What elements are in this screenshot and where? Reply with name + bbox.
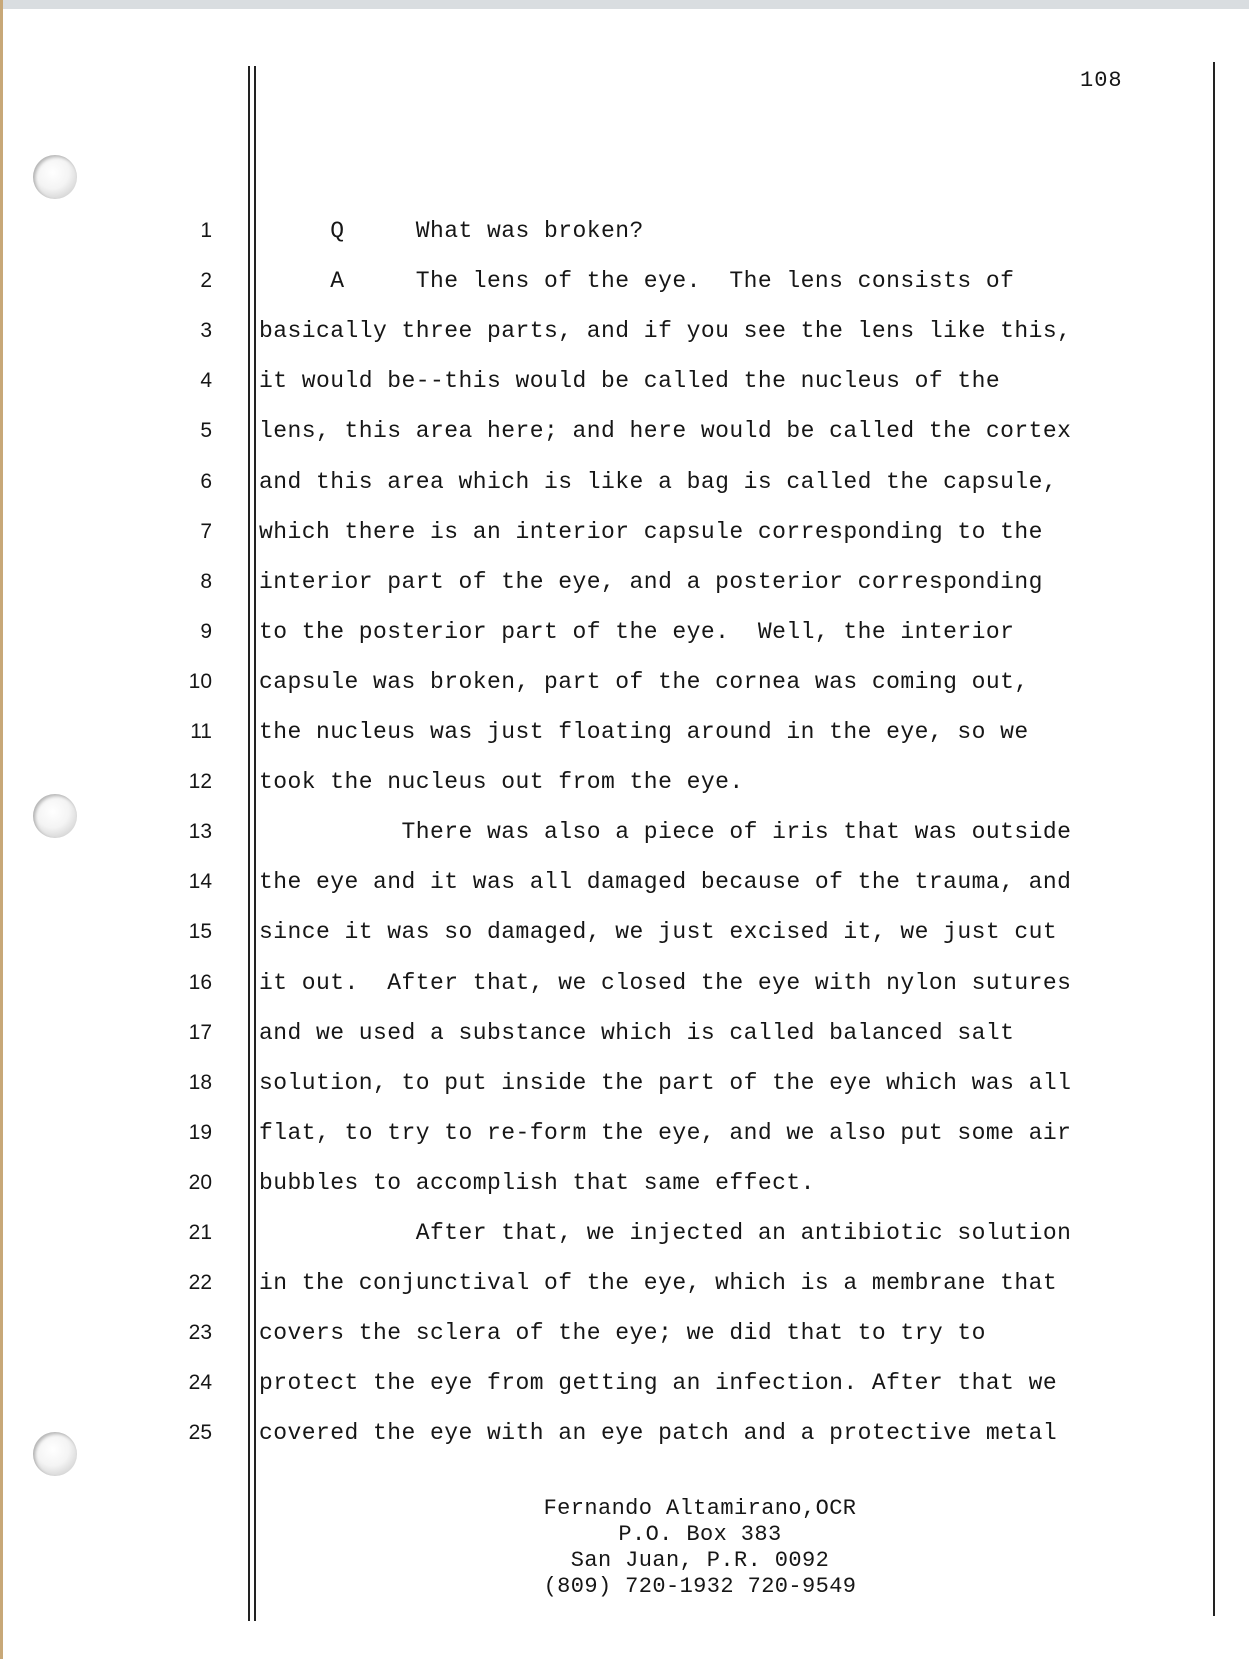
line-number: 17: [188, 1021, 212, 1044]
line-text: protect the eye from getting an infection. After that we: [259, 1370, 1058, 1396]
line-number: 20: [188, 1171, 212, 1194]
line-number: 24: [188, 1371, 212, 1394]
left-margin-rule: [248, 66, 250, 1621]
line-number: 2: [200, 269, 212, 292]
left-margin-rule-inner: [254, 66, 256, 1621]
reporter-name: Fernando Altamirano,OCR: [543, 1496, 857, 1521]
line-number: 21: [188, 1221, 212, 1244]
line-text: bubbles to accomplish that same effect.: [259, 1170, 815, 1196]
line-number: 12: [188, 770, 212, 793]
line-text: After that, we injected an antibiotic solution: [259, 1220, 1072, 1246]
line-number: 1: [200, 219, 212, 242]
line-number: 16: [188, 971, 212, 994]
line-number: 7: [200, 520, 212, 543]
binder-hole-top: [33, 155, 77, 199]
reporter-phone: (809) 720-1932 720-9549: [543, 1574, 857, 1599]
line-number: 22: [188, 1271, 212, 1294]
line-number: 6: [200, 470, 212, 493]
line-text: Q What was broken?: [259, 218, 644, 244]
reporter-box: P.O. Box 383: [618, 1522, 782, 1547]
page-number: 108: [1080, 68, 1123, 93]
line-text: basically three parts, and if you see the lens like this,: [259, 318, 1072, 344]
scan-top-edge: [0, 0, 1249, 9]
line-number: 11: [190, 720, 212, 743]
line-number: 10: [188, 670, 212, 693]
line-text: There was also a piece of iris that was outside: [259, 819, 1072, 845]
line-number: 23: [188, 1321, 212, 1344]
line-text: which there is an interior capsule corresponding to the: [259, 519, 1043, 545]
line-text: A The lens of the eye. The lens consists of: [259, 268, 1015, 294]
line-text: and we used a substance which is called balanced salt: [259, 1020, 1015, 1046]
line-text: covered the eye with an eye patch and a protective metal: [259, 1420, 1058, 1446]
reporter-footer: [400, 1496, 1000, 1600]
line-number: 13: [188, 820, 212, 843]
line-number: 15: [188, 920, 212, 943]
line-text: to the posterior part of the eye. Well, the interior: [259, 619, 1015, 645]
line-number: 19: [188, 1121, 212, 1144]
line-text: lens, this area here; and here would be called the cortex: [259, 418, 1072, 444]
right-margin-rule: [1213, 62, 1215, 1616]
binder-hole-middle: [33, 794, 77, 838]
line-text: covers the sclera of the eye; we did that to try to: [259, 1320, 986, 1346]
line-text: since it was so damaged, we just excised it, we just cut: [259, 919, 1058, 945]
line-text: it out. After that, we closed the eye with nylon sutures: [259, 970, 1072, 996]
line-number: 18: [188, 1071, 212, 1094]
scan-left-edge: [0, 0, 3, 1659]
line-text: interior part of the eye, and a posterior corresponding: [259, 569, 1043, 595]
line-text: in the conjunctival of the eye, which is a membrane that: [259, 1270, 1058, 1296]
line-text: flat, to try to re-form the eye, and we also put some air: [259, 1120, 1072, 1146]
line-number: 25: [188, 1421, 212, 1444]
line-text: the eye and it was all damaged because of the trauma, and: [259, 869, 1072, 895]
line-text: capsule was broken, part of the cornea was coming out,: [259, 669, 1029, 695]
line-text: took the nucleus out from the eye.: [259, 769, 744, 795]
line-number: 14: [188, 870, 212, 893]
line-text: and this area which is like a bag is called the capsule,: [259, 469, 1058, 495]
line-text: solution, to put inside the part of the eye which was all: [259, 1070, 1072, 1096]
line-number: 5: [200, 419, 212, 442]
binder-hole-bottom: [33, 1432, 77, 1476]
line-number: 9: [200, 620, 212, 643]
line-text: it would be--this would be called the nucleus of the: [259, 368, 1001, 394]
line-text: the nucleus was just floating around in the eye, so we: [259, 719, 1029, 745]
reporter-city: San Juan, P.R. 0092: [570, 1548, 830, 1573]
line-number: 4: [200, 369, 212, 392]
line-number: 3: [200, 319, 212, 342]
line-number: 8: [200, 570, 212, 593]
